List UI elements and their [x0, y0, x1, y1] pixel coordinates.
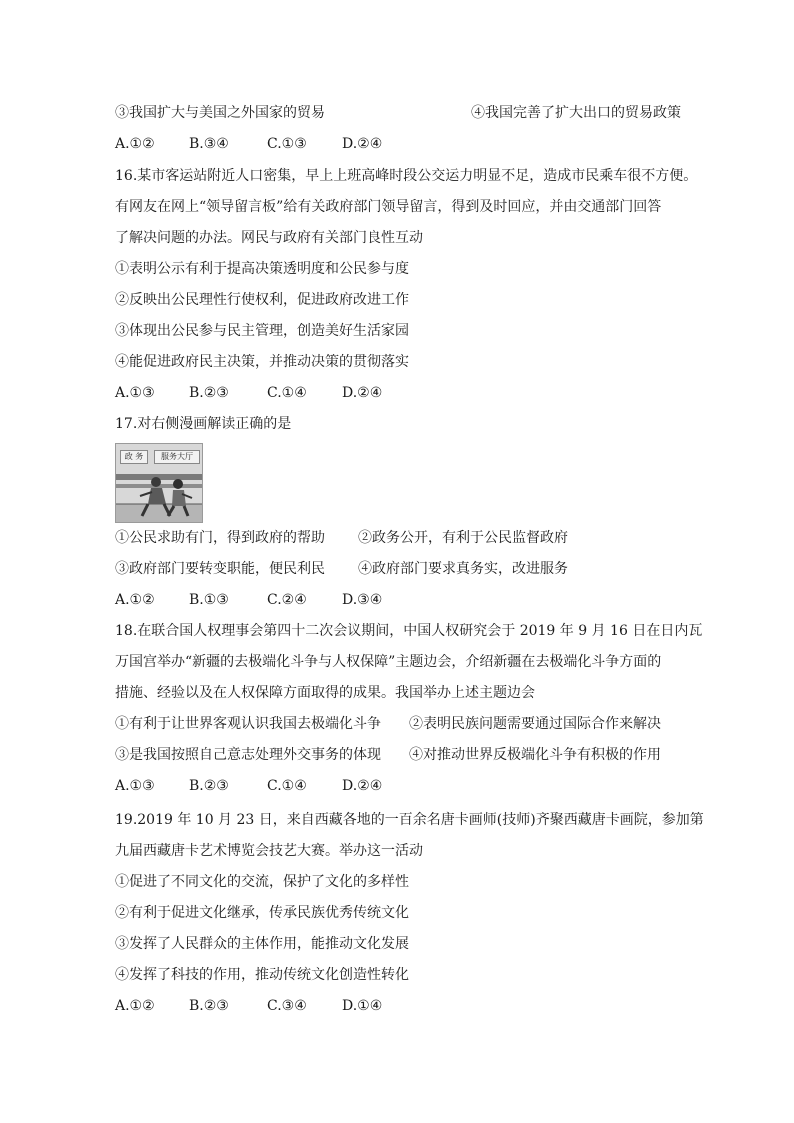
- q16-option-3: ③体现出公民参与民主管理，创造美好生活家园: [115, 323, 409, 339]
- q17-option-1: ①公民求助有门，得到政府的帮助: [115, 530, 325, 546]
- q16-stem-line-1: 16.某市客运站附近人口密集，早上上班高峰时段公交运力明显不足，造成市民乘车很不方便。: [115, 168, 698, 184]
- choice-d: D.②④: [342, 385, 383, 401]
- q17-option-2: ②政务公开，有利于公民监督政府: [358, 530, 568, 546]
- q17-cartoon: [115, 443, 203, 523]
- q19-option-2: ②有利于促进文化继承，传承民族优秀传统文化: [115, 905, 409, 921]
- choice-b: B.②③: [189, 998, 229, 1014]
- choice-a: A.①③: [115, 385, 155, 401]
- cartoon-sign-service-hall: 服务大厅: [154, 450, 200, 464]
- q18-options-row-2: [115, 745, 661, 765]
- choice-c: C.①④: [267, 778, 307, 794]
- choice-d: D.②④: [342, 778, 383, 794]
- q17-stem: 17.对右侧漫画解读正确的是: [115, 416, 292, 432]
- q18-option-3: ③是我国按照自己意志处理外交事务的体现: [115, 747, 381, 763]
- q19-option-3: ③发挥了人民群众的主体作用，能推动文化发展: [115, 936, 409, 952]
- q19-stem-line-2: 九届西藏唐卡艺术博览会技艺大赛。举办这一活动: [115, 843, 423, 859]
- q18-stem-line-2: 万国宫举办“新疆的去极端化斗争与人权保障”主题边会，介绍新疆在去极端化斗争方面的: [115, 654, 662, 670]
- q16-option-1: ①表明公示有利于提高决策透明度和公民参与度: [115, 261, 409, 277]
- choice-a: A.①②: [115, 592, 155, 608]
- q18-stem-line-3: 措施、经验以及在人权保障方面取得的成果。我国举办上述主题边会: [115, 685, 535, 701]
- choice-d: D.①④: [342, 998, 383, 1014]
- q16-option-4: ④能促进政府民主决策，并推动决策的贯彻落实: [115, 354, 409, 370]
- q19-stem-line-1: 19.2019 年 10 月 23 日，来自西藏各地的一百余名唐卡画师(技师)齐聚西藏唐卡画院，参加第: [115, 812, 704, 828]
- choice-a: A.①②: [115, 998, 155, 1014]
- q16-stem-line-2: 有网友在网上“领导留言板”给有关政府部门领导留言，得到及时回应，并由交通部门回答: [115, 199, 662, 215]
- q17-option-3: ③政府部门要转变职能，便民利民: [115, 561, 325, 577]
- choice-d: D.③④: [342, 592, 383, 608]
- q15-option-3: ③我国扩大与美国之外国家的贸易: [115, 105, 325, 121]
- choice-d: D.②④: [342, 136, 383, 152]
- q16-option-2: ②反映出公民理性行使权利，促进政府改进工作: [115, 292, 409, 308]
- q18-option-1: ①有利于让世界客观认识我国去极端化斗争: [115, 716, 381, 732]
- choice-a: A.①②: [115, 136, 155, 152]
- cartoon-sign-government: 政 务: [120, 450, 148, 464]
- choice-b: B.②③: [189, 385, 229, 401]
- choice-b: B.②③: [189, 778, 229, 794]
- q18-options-row-1: [115, 714, 661, 734]
- choice-c: C.②④: [267, 592, 307, 608]
- q19-option-1: ①促进了不同文化的交流，保护了文化的多样性: [115, 874, 409, 890]
- choice-c: C.①③: [267, 136, 307, 152]
- choice-c: C.③④: [267, 998, 307, 1014]
- q15-option-4: ④我国完善了扩大出口的贸易政策: [471, 105, 681, 121]
- choice-a: A.①③: [115, 778, 155, 794]
- q15-options-row: [115, 103, 681, 123]
- choice-b: B.①③: [189, 592, 229, 608]
- q19-option-4: ④发挥了科技的作用，推动传统文化创造性转化: [115, 967, 409, 983]
- q16-stem-line-3: 了解决问题的办法。网民与政府有关部门良性互动: [115, 230, 423, 246]
- q17-options-row-1: [115, 528, 568, 548]
- q18-stem-line-1: 18.在联合国人权理事会第四十二次会议期间，中国人权研究会于 2019 年 9 月 16 日在日内瓦: [115, 623, 703, 639]
- q18-option-4: ④对推动世界反极端化斗争有积极的作用: [409, 747, 661, 763]
- q18-option-2: ②表明民族问题需要通过国际合作来解决: [409, 716, 661, 732]
- q17-option-4: ④政府部门要求真务实，改进服务: [358, 561, 568, 577]
- q17-options-row-2: [115, 559, 568, 579]
- choice-c: C.①④: [267, 385, 307, 401]
- choice-b: B.③④: [189, 136, 229, 152]
